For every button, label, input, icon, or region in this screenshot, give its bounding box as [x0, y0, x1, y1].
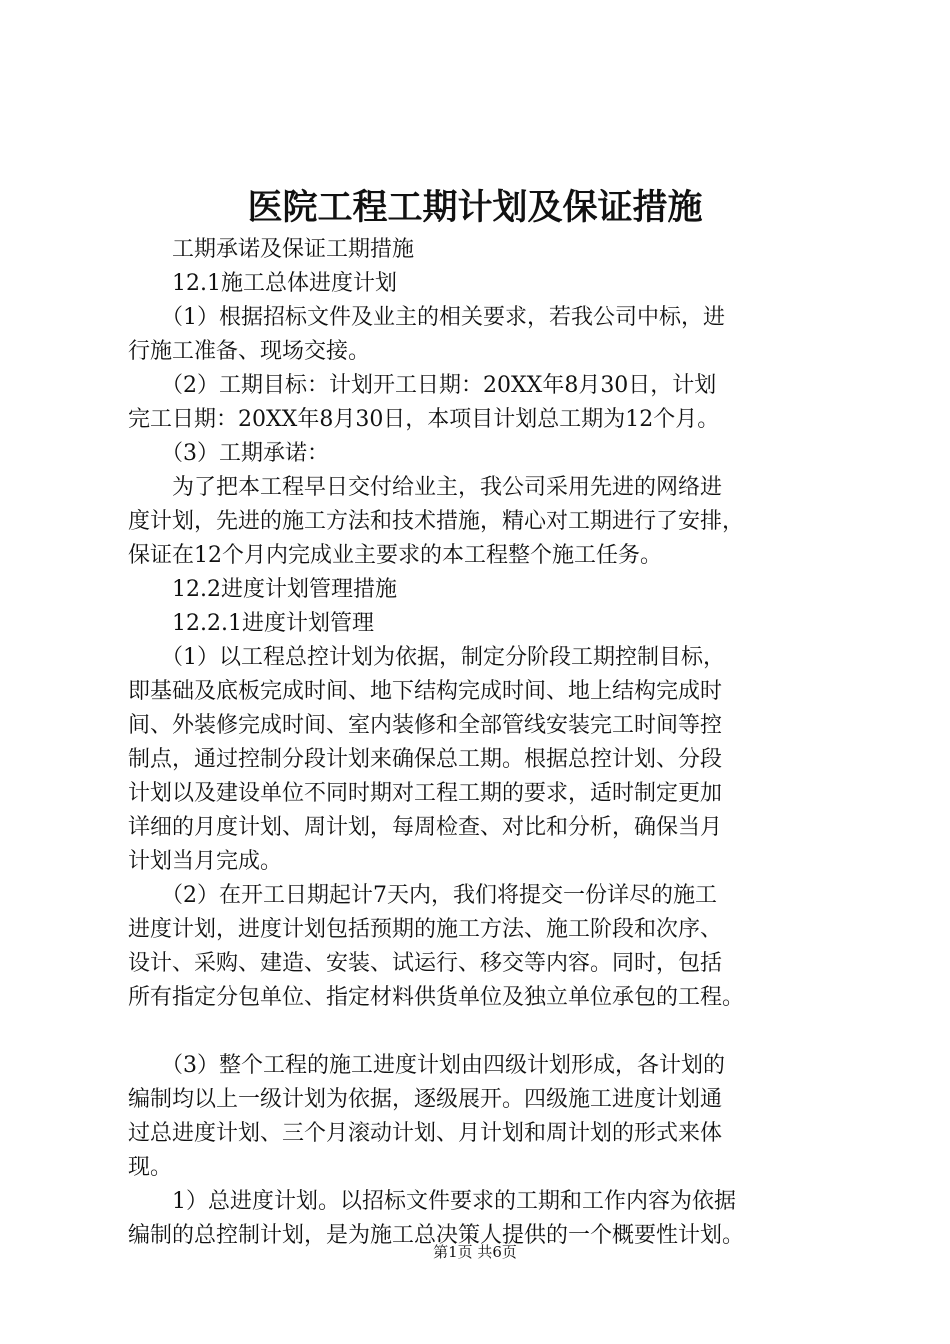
body-line: 详细的月度计划、周计划，每周检查、对比和分析，确保当月: [128, 815, 723, 840]
body-line: 12.2.1进度计划管理: [128, 611, 374, 636]
body-line: 12.1施工总体进度计划: [128, 271, 397, 296]
body-line: 计划以及建设单位不同时期对工程工期的要求，适时制定更加: [128, 781, 723, 806]
body-line: 编制均以上一级计划为依据，逐级展开。四级施工进度计划通: [128, 1087, 723, 1112]
document-body: [128, 233, 838, 1253]
body-line: 间、外装修完成时间、室内装修和全部管线安装完工时间等控: [128, 713, 723, 738]
body-line: 度计划，先进的施工方法和技术措施，精心对工期进行了安排，: [128, 509, 745, 534]
body-line: 行施工准备、现场交接。: [128, 339, 371, 364]
body-line: [128, 1015, 838, 1049]
body-line: 完工日期：20XX年8月30日，本项目计划总工期为12个月。: [128, 407, 720, 432]
body-line: 编制的总控制计划，是为施工总决策人提供的一个概要性计划。: [128, 1223, 745, 1248]
body-line: （2）工期目标：计划开工日期：20XX年8月30日，计划: [128, 373, 717, 398]
body-line: （2）在开工日期起计7天内，我们将提交一份详尽的施工: [128, 883, 717, 908]
body-line: 设计、采购、建造、安装、试运行、移交等内容。同时，包括: [128, 951, 723, 976]
body-line: 进度计划，进度计划包括预期的施工方法、施工阶段和次序、: [128, 917, 723, 942]
body-line: （1）根据招标文件及业主的相关要求，若我公司中标，进: [128, 305, 725, 330]
body-line: 12.2进度计划管理措施: [128, 577, 397, 602]
body-line: 保证在12个月内完成业主要求的本工程整个施工任务。: [128, 543, 662, 568]
body-line: 为了把本工程早日交付给业主，我公司采用先进的网络进: [128, 475, 723, 500]
body-line: 即基础及底板完成时间、地下结构完成时间、地上结构完成时: [128, 679, 723, 704]
body-line: 现。: [128, 1155, 173, 1180]
body-line: 工期承诺及保证工期措施: [128, 237, 415, 262]
body-line: （1）以工程总控计划为依据，制定分阶段工期控制目标，: [128, 645, 725, 670]
body-line: 1）总进度计划。以招标文件要求的工期和工作内容为依据: [128, 1189, 736, 1214]
body-line: 过总进度计划、三个月滚动计划、月计划和周计划的形式来体: [128, 1121, 723, 1146]
document-title: 医院工程工期计划及保证措施: [247, 187, 703, 228]
body-line: 制点，通过控制分段计划来确保总工期。根据总控计划、分段: [128, 747, 723, 772]
body-line: （3）整个工程的施工进度计划由四级计划形成，各计划的: [128, 1053, 725, 1078]
body-line: 计划当月完成。: [128, 849, 283, 874]
body-line: （3）工期承诺：: [128, 441, 329, 466]
page-number-footer: 第1页 共6页: [433, 1243, 517, 1261]
body-line: 所有指定分包单位、指定材料供货单位及独立单位承包的工程。: [128, 985, 745, 1010]
